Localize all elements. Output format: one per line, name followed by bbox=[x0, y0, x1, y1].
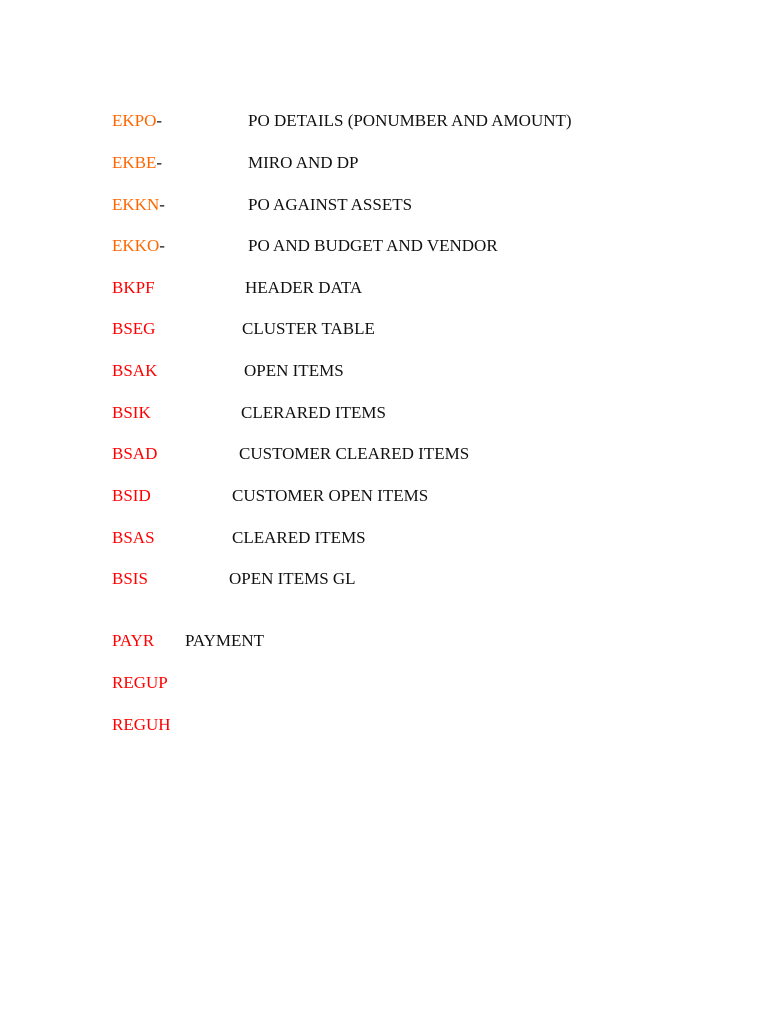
table-description: PO AGAINST ASSETS bbox=[248, 195, 413, 214]
code-separator: - bbox=[156, 153, 163, 172]
table-code: BSAS bbox=[112, 528, 155, 547]
table-description: CUSTOMER CLEARED ITEMS bbox=[239, 444, 470, 463]
table-description: PO AND BUDGET AND VENDOR bbox=[248, 236, 498, 255]
table-description: HEADER DATA bbox=[245, 278, 363, 297]
table-description: CLUSTER TABLE bbox=[242, 319, 375, 338]
table-code: PAYR bbox=[112, 631, 155, 650]
code-separator: - bbox=[156, 111, 163, 130]
table-code: REGUH bbox=[112, 715, 171, 734]
table-description: CUSTOMER OPEN ITEMS bbox=[232, 486, 429, 505]
table-code: EKKN bbox=[112, 195, 160, 214]
table-code: BKPF bbox=[112, 278, 155, 297]
table-code: BSIS bbox=[112, 569, 148, 588]
table-code: BSID bbox=[112, 486, 151, 505]
table-code: REGUP bbox=[112, 673, 168, 692]
table-description: PO DETAILS (PONUMBER AND AMOUNT) bbox=[248, 111, 572, 130]
table-code: BSIK bbox=[112, 403, 151, 422]
table-description: MIRO AND DP bbox=[248, 153, 359, 172]
table-description: CLERARED ITEMS bbox=[241, 403, 386, 422]
table-description: CLEARED ITEMS bbox=[232, 528, 366, 547]
code-separator: - bbox=[159, 195, 165, 214]
table-description: PAYMENT bbox=[185, 631, 265, 650]
table-code: BSAK bbox=[112, 361, 158, 380]
table-code: BSEG bbox=[112, 319, 156, 338]
table-description: OPEN ITEMS GL bbox=[229, 569, 356, 588]
table-code: EKKO bbox=[112, 236, 160, 255]
code-separator: - bbox=[159, 236, 165, 255]
table-description: OPEN ITEMS bbox=[244, 361, 344, 380]
table-code: EKPO bbox=[112, 111, 157, 130]
table-code: BSAD bbox=[112, 444, 158, 463]
table-code: EKBE bbox=[112, 153, 157, 172]
